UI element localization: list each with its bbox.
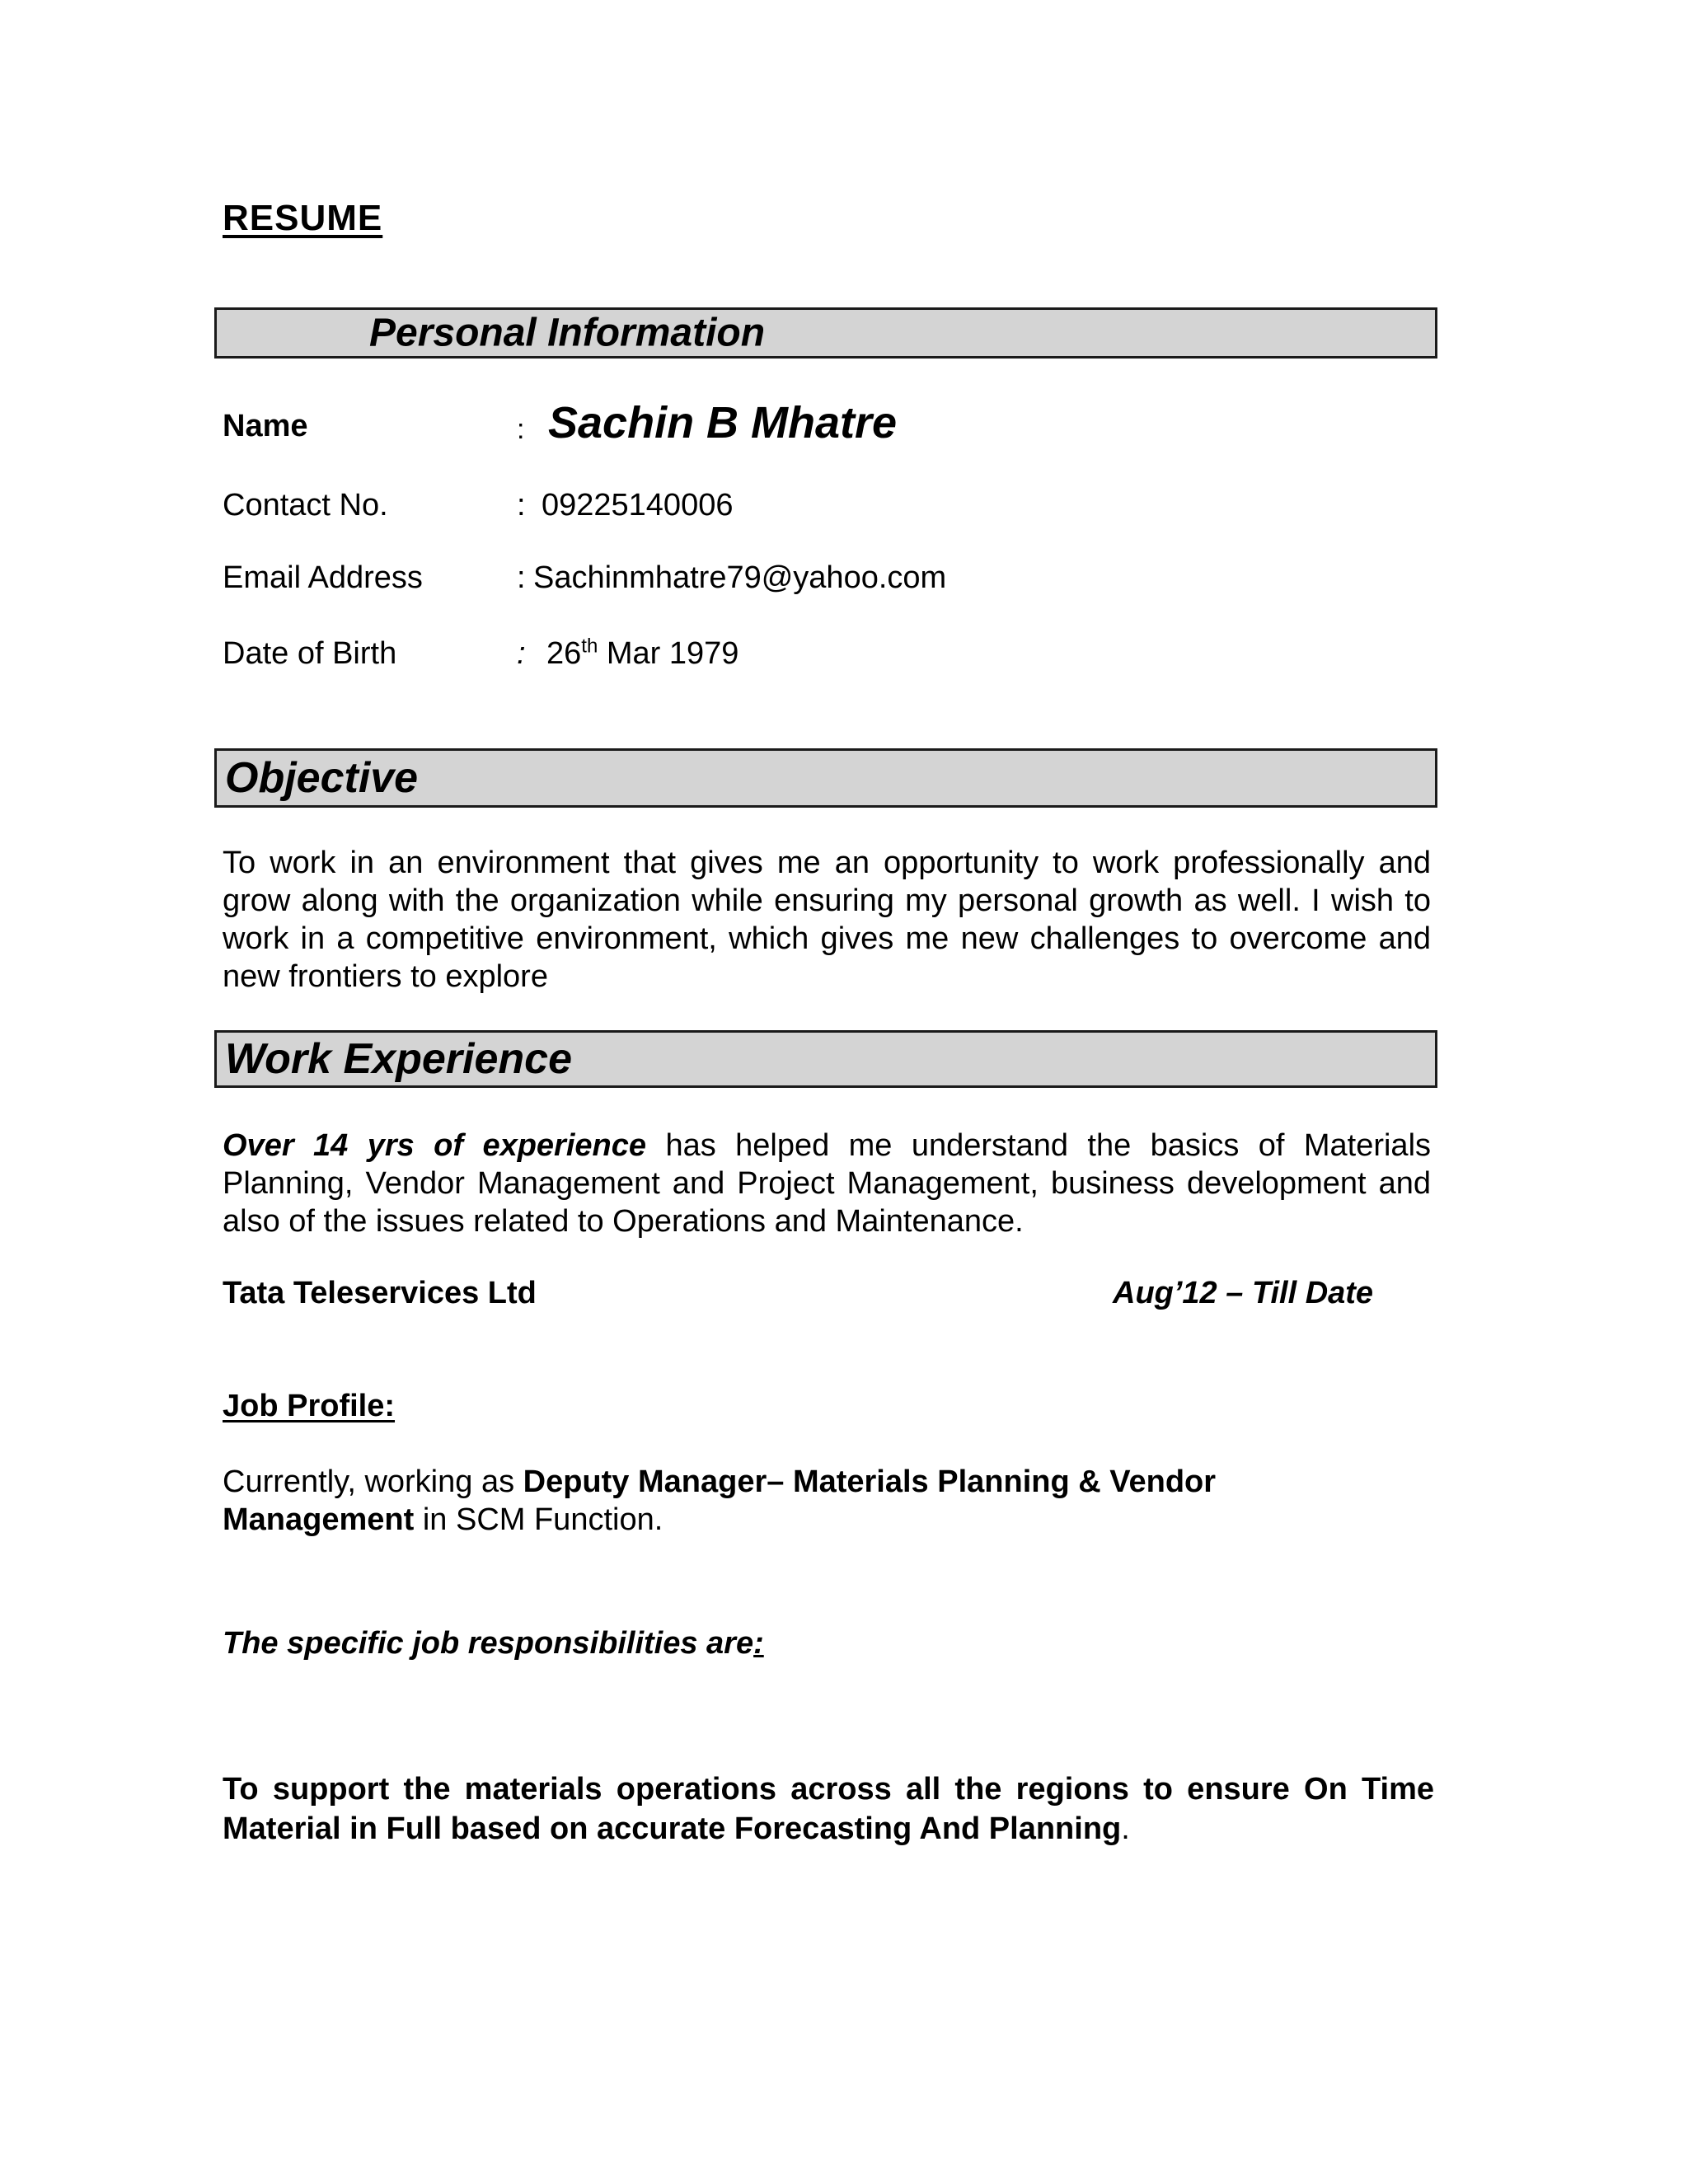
personal-info-heading: Personal Information [369, 311, 766, 355]
employment-period: Aug’12 – Till Date [1113, 1276, 1374, 1310]
objective-heading: Objective [225, 754, 419, 802]
dob-rest: Mar 1979 [606, 636, 739, 671]
email-colon: : [517, 560, 526, 595]
experience-summary-bold: Over 14 yrs of experience [223, 1128, 647, 1163]
contact-colon: : [517, 488, 526, 523]
resume-title: RESUME [223, 198, 383, 238]
objective-header [214, 748, 1437, 808]
contact-value: 09225140006 [542, 488, 734, 523]
experience-summary [223, 1127, 1431, 1240]
dob-value [546, 636, 738, 672]
name-colon: : [517, 414, 525, 445]
responsibilities-heading-text: The specific job responsibilities are [223, 1626, 754, 1661]
dob-suffix: th [581, 635, 598, 658]
current-role-prefix: Currently, working as [223, 1465, 523, 1499]
dob-day: 26 [546, 636, 582, 671]
contact-label: Contact No. [223, 488, 388, 523]
current-role-suffix: in SCM Function. [414, 1502, 663, 1537]
dob-label: Date of Birth [223, 636, 397, 671]
personal-info-header [214, 307, 1437, 359]
responsibility-item [223, 1769, 1434, 1849]
current-role-text [223, 1463, 1319, 1539]
responsibilities-colon: : [753, 1626, 764, 1661]
current-role-title: Deputy Manager– Materials Planning & Vendor Management [223, 1465, 1217, 1537]
objective-text: To work in an environment that gives me an opportunity to work professionally and grow along with the organization while ensuring my personal growth as well. I wish to work in a competitive environment, which gives me new challenges to overcome and new frontiers to explore [223, 846, 1431, 994]
email-label: Email Address [223, 560, 423, 595]
email-value: Sachinmhatre79@yahoo.com [533, 560, 947, 595]
work-experience-header [214, 1030, 1437, 1088]
job-profile-heading: Job Profile: [223, 1389, 396, 1423]
experience-summary-rest: has helped me understand the basics of Materials Planning, Vendor Management and Project Management, business development and also of the issues related to Operations and Maintenance. [223, 1128, 1432, 1239]
responsibilities-heading [223, 1626, 764, 1661]
responsibility-text: To support the materials operations across all the regions to ensure On Time Material in Full based on accurate Forecasting And Planning [223, 1772, 1434, 1846]
work-experience-heading: Work Experience [225, 1035, 573, 1083]
name-label: Name [223, 409, 308, 443]
company-name: Tata Teleservices Ltd [223, 1276, 537, 1310]
dob-colon: : [517, 636, 526, 671]
name-value: Sachin B Mhatre [548, 398, 898, 448]
responsibility-end: . [1121, 1811, 1130, 1846]
